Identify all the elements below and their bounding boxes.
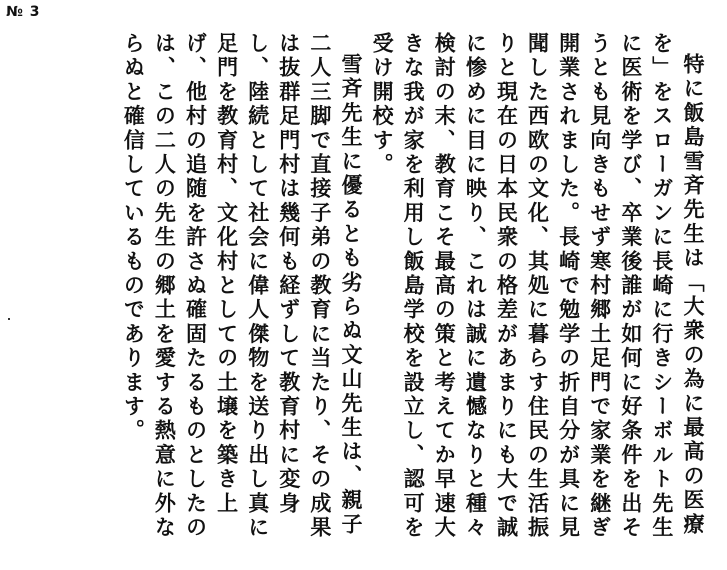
- paragraph-1: 特に飯島雪斉先生は「大衆の為に最高の医療を」をスローガンに長崎に行きシーボルト先生に医術を学び、卒業後誰が如何に好条件を出そうとも見向きもせず寒村郷土足門で家業を継ぎ開業されました。長崎で勉学の折自分が具に見聞した西欧の文化、其処に暮らす住民の生活振りと現在の日本民衆の格差があまりにも大で誠に惨めに目に映り、これは誠に遺憾なりと種々検討の末、教育こそ最高の策と考えてか早速大きな我が家を利用し飯島学校を設立し、認可を受け開校す。: [370, 32, 706, 541]
- document-body: [19, 32, 709, 552]
- paragraph-2: 雪斉先生に優るとも劣らぬ文山先生は、親子二人三脚で直接子弟の教育に当たり、その成果は抜群足門村は幾何も経ずして教育村に変身し、陸続として社会に偉人傑物を送り出し真に足門を教育村、文化村としての土壌を築き上げ、他村の追随を許さぬ確固たるものとしたのは、この二人の先生の郷土を愛する熱意に外ならぬと確信しているものであります。: [121, 32, 364, 541]
- margin-mark: [8, 318, 10, 320]
- page-number: № 3: [6, 4, 41, 20]
